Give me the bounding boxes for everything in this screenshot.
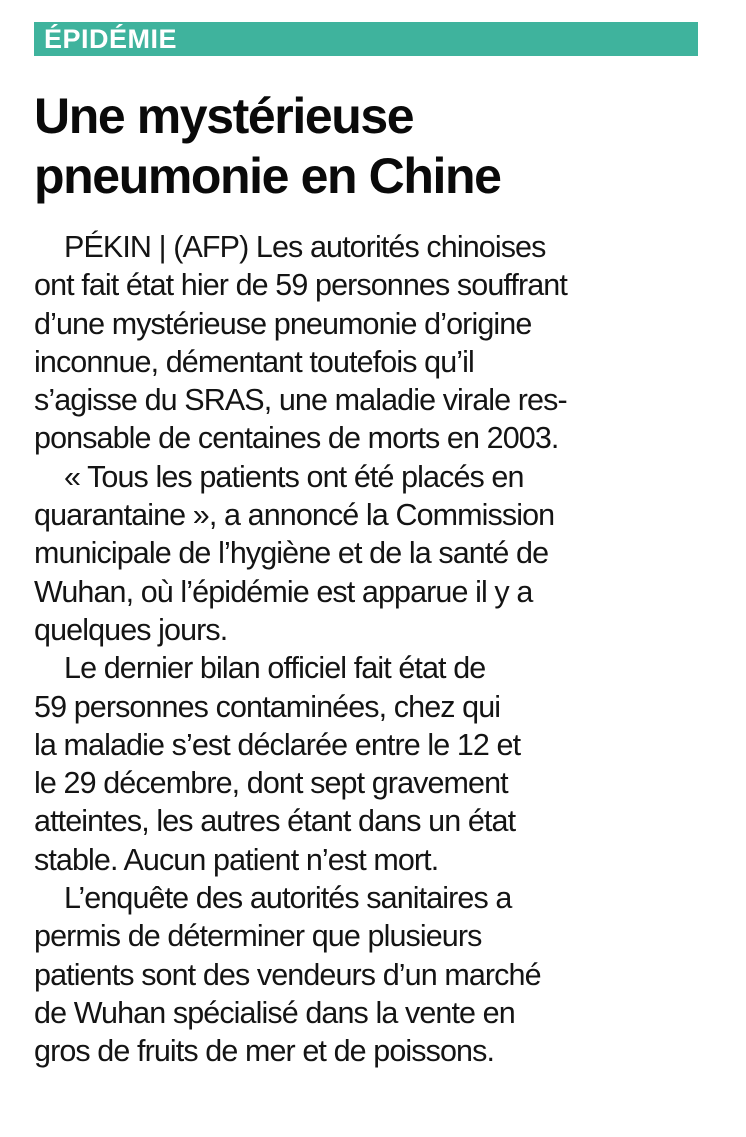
body-line: s’agisse du SRAS, une maladie virale res-	[34, 383, 567, 418]
body-line: de Wuhan spécialisé dans la vente en	[34, 995, 515, 1030]
article-body	[34, 228, 724, 1071]
headline-line: Une mystérieuse	[34, 88, 414, 144]
body-line: d’une mystérieuse pneumonie d’origine	[34, 306, 532, 341]
body-line: inconnue, démentant toutefois qu’il	[34, 344, 474, 379]
body-line: ponsable de centaines de morts en 2003.	[34, 421, 559, 456]
body-line: gros de fruits de mer et de poissons.	[34, 1034, 495, 1069]
body-line: la maladie s’est déclarée entre le 12 et	[34, 727, 521, 762]
section-kicker-bar	[34, 22, 698, 56]
body-line: quarantaine », a annoncé la Commission	[34, 498, 555, 533]
section-kicker-label: ÉPIDÉMIE	[44, 24, 178, 54]
body-line: le 29 décembre, dont sept gravement	[34, 766, 508, 801]
body-line: PÉKIN | (AFP) Les autorités chinoises	[64, 230, 546, 264]
body-line: patients sont des vendeurs d’un marché	[34, 957, 541, 992]
body-line: quelques jours.	[34, 612, 228, 647]
body-line: L’enquête des autorités sanitaires a	[64, 881, 512, 916]
body-line: municipale de l’hygiène et de la santé de	[34, 536, 549, 571]
body-line: stable. Aucun patient n’est mort.	[34, 842, 439, 877]
article-headline	[34, 86, 714, 206]
body-line: Le dernier bilan officiel fait état de	[64, 651, 486, 686]
headline-line: pneumonie en Chine	[34, 148, 501, 204]
body-line: Wuhan, où l’épidémie est apparue il y a	[34, 574, 533, 609]
body-line: « Tous les patients ont été placés en	[64, 459, 524, 494]
body-line: 59 personnes contaminées, chez qui	[34, 689, 501, 724]
body-line: atteintes, les autres étant dans un état	[34, 804, 516, 839]
body-line: ont fait état hier de 59 personnes souffrant	[34, 268, 567, 303]
body-line: permis de déterminer que plusieurs	[34, 919, 482, 954]
